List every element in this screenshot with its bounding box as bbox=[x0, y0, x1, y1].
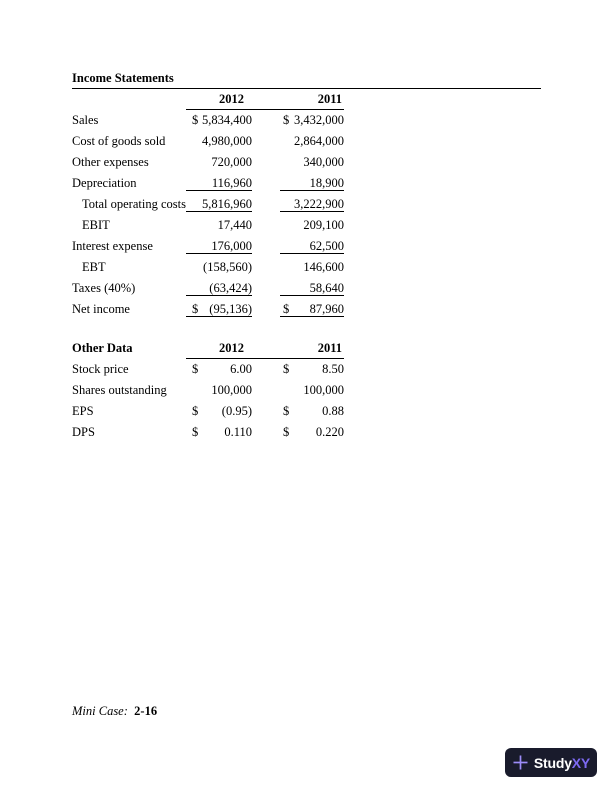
value-2011: 18,900 bbox=[280, 176, 344, 191]
brand-text-xy: XY bbox=[571, 754, 591, 771]
studyxy-logo-badge bbox=[505, 748, 597, 777]
value-2011: 146,600 bbox=[303, 260, 344, 274]
dollar-sign: $ bbox=[283, 302, 290, 316]
brand-text-study: Study bbox=[533, 754, 572, 771]
row-label: Taxes (40%) bbox=[72, 281, 136, 295]
value-2012: $ (0.95) bbox=[192, 404, 252, 418]
table-header-row bbox=[72, 92, 344, 113]
table-row-ebit bbox=[72, 218, 344, 239]
value-2011: $ 0.220 bbox=[283, 425, 344, 439]
dollar-sign: $ bbox=[283, 362, 290, 376]
income-statements-table bbox=[72, 92, 344, 323]
other-data-title: Other Data bbox=[72, 341, 133, 355]
table-row-taxes bbox=[72, 281, 344, 302]
value-2011: $ 8.50 bbox=[283, 362, 344, 376]
value-2012: $ (95,136) bbox=[186, 302, 252, 317]
column-header-2011: 2011 bbox=[317, 341, 342, 355]
value-2012: 720,000 bbox=[211, 155, 252, 169]
plus-icon bbox=[512, 754, 529, 771]
value-2011: 100,000 bbox=[303, 383, 344, 397]
row-label: EBIT bbox=[82, 218, 110, 232]
dollar-sign: $ bbox=[192, 425, 199, 439]
value-2011: 62,500 bbox=[280, 239, 344, 254]
row-label: DPS bbox=[72, 425, 95, 439]
table-row-sales bbox=[72, 113, 344, 134]
table-row-other-expenses bbox=[72, 155, 344, 176]
value-2011: 3,222,900 bbox=[280, 197, 344, 212]
value-2012: 116,960 bbox=[186, 176, 252, 191]
dollar-sign: $ bbox=[192, 404, 199, 418]
value-2012: 176,000 bbox=[186, 239, 252, 254]
row-label: Interest expense bbox=[72, 239, 153, 253]
row-label: EBT bbox=[82, 260, 106, 274]
value-2012: $ 0.110 bbox=[192, 425, 252, 439]
value-2012: 5,816,960 bbox=[186, 197, 252, 212]
value-2012: (158,560) bbox=[203, 260, 252, 274]
dollar-sign: $ bbox=[192, 362, 199, 376]
dollar-sign: $ bbox=[283, 425, 290, 439]
table-row-interest-expense bbox=[72, 239, 344, 260]
value-2011: 340,000 bbox=[303, 155, 344, 169]
value-2011: 209,100 bbox=[303, 218, 344, 232]
footer-case-label: Mini Case: bbox=[72, 704, 128, 718]
value-2011: $ 3,432,000 bbox=[283, 113, 344, 127]
dollar-sign: $ bbox=[283, 404, 290, 418]
table-row-eps bbox=[72, 404, 344, 425]
table-row-total-operating-costs bbox=[72, 197, 344, 218]
table-row-shares-outstanding bbox=[72, 383, 344, 404]
header-label-spacer bbox=[72, 92, 186, 107]
value-2012: 4,980,000 bbox=[202, 134, 252, 148]
table-row-dps bbox=[72, 425, 344, 446]
dollar-sign: $ bbox=[192, 113, 199, 127]
table-row-ebt bbox=[72, 260, 344, 281]
column-header-2012: 2012 bbox=[219, 92, 244, 106]
other-data-table bbox=[72, 341, 344, 446]
table-row-net-income bbox=[72, 302, 344, 323]
table-row-depreciation bbox=[72, 176, 344, 197]
row-label: Shares outstanding bbox=[72, 383, 167, 397]
row-label: Cost of goods sold bbox=[72, 134, 166, 148]
dollar-sign: $ bbox=[283, 113, 290, 127]
value-2012: 100,000 bbox=[211, 383, 252, 397]
row-label: Depreciation bbox=[72, 176, 137, 190]
value-2011: $ 87,960 bbox=[280, 302, 344, 317]
year-columns-header bbox=[186, 92, 344, 110]
brand-text bbox=[534, 755, 590, 771]
value-2012: $ 6.00 bbox=[192, 362, 252, 376]
footer-case-reference bbox=[72, 704, 157, 719]
value-2012: (63,424) bbox=[186, 281, 252, 296]
value-2011: $ 0.88 bbox=[283, 404, 344, 418]
year-columns-header bbox=[186, 341, 344, 359]
row-label: Total operating costs bbox=[82, 197, 186, 211]
footer-case-number: 2-16 bbox=[134, 704, 158, 718]
row-label: EPS bbox=[72, 404, 94, 418]
row-label: Stock price bbox=[72, 362, 129, 376]
column-header-2011: 2011 bbox=[317, 92, 342, 106]
value-2011: 2,864,000 bbox=[294, 134, 344, 148]
row-label: Sales bbox=[72, 113, 99, 127]
column-header-2012: 2012 bbox=[219, 341, 244, 355]
section-heading-income-statements: Income Statements bbox=[72, 71, 541, 89]
dollar-sign: $ bbox=[192, 302, 199, 316]
value-2012: $ 5,834,400 bbox=[192, 113, 252, 127]
table-header-row bbox=[72, 341, 344, 362]
table-row-stock-price bbox=[72, 362, 344, 383]
row-label: Other expenses bbox=[72, 155, 149, 169]
value-2012: 17,440 bbox=[217, 218, 252, 232]
row-label: Net income bbox=[72, 302, 130, 316]
table-row-cogs bbox=[72, 134, 344, 155]
value-2011: 58,640 bbox=[280, 281, 344, 296]
